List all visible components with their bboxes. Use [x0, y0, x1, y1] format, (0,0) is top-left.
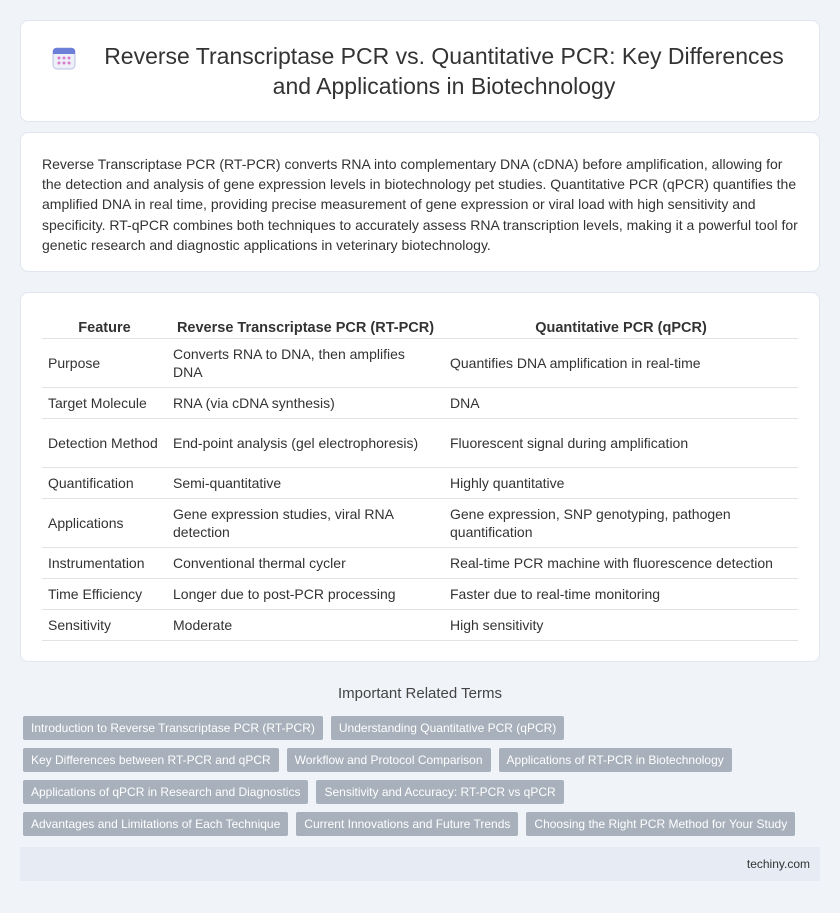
- table-row: [42, 547, 798, 578]
- footer: [20, 847, 820, 881]
- rt-pcr-cell: Longer due to post-PCR processing: [167, 578, 444, 609]
- footer-site-link[interactable]: techiny.com: [746, 857, 810, 871]
- feature-cell: Detection Method: [42, 418, 167, 467]
- qpcr-cell: Faster due to real-time monitoring: [444, 578, 798, 609]
- related-term-tag[interactable]: Applications of RT-PCR in Biotechnology: [499, 748, 732, 772]
- qpcr-cell: Fluorescent signal during amplification: [444, 418, 798, 467]
- table-row: [42, 418, 798, 467]
- table-row: [42, 498, 798, 547]
- feature-cell: Purpose: [42, 338, 167, 387]
- qpcr-cell: Real-time PCR machine with fluorescence detection: [444, 547, 798, 578]
- rt-pcr-cell: End-point analysis (gel electrophoresis): [167, 418, 444, 467]
- related-term-tag[interactable]: Workflow and Protocol Comparison: [287, 748, 491, 772]
- qpcr-cell: Highly quantitative: [444, 467, 798, 498]
- rt-pcr-cell: RNA (via cDNA synthesis): [167, 387, 444, 418]
- feature-cell: Instrumentation: [42, 547, 167, 578]
- table-header-row: [42, 313, 798, 338]
- qpcr-cell: DNA: [444, 387, 798, 418]
- page-title: Reverse Transcriptase PCR vs. Quantitative PCR: Key Differences and Applications in Biotechnology: [104, 43, 784, 99]
- related-term-tag[interactable]: Choosing the Right PCR Method for Your Study: [526, 812, 795, 836]
- comparison-table: [42, 313, 798, 641]
- feature-cell: Sensitivity: [42, 609, 167, 640]
- rt-pcr-cell: Conventional thermal cycler: [167, 547, 444, 578]
- related-term-tag[interactable]: Sensitivity and Accuracy: RT-PCR vs qPCR: [316, 780, 563, 804]
- intro-card: [20, 132, 820, 272]
- table-row: [42, 609, 798, 640]
- related-term-tag[interactable]: Applications of qPCR in Research and Diagnostics: [23, 780, 308, 804]
- qpcr-cell: Gene expression, SNP genotyping, pathogen quantification: [444, 498, 798, 547]
- table-row: [42, 338, 798, 387]
- comparison-table-card: [20, 292, 820, 662]
- feature-cell: Applications: [42, 498, 167, 547]
- table-row: [42, 467, 798, 498]
- related-term-tag[interactable]: Current Innovations and Future Trends: [296, 812, 518, 836]
- related-terms-tags: [20, 716, 820, 844]
- feature-cell: Quantification: [42, 467, 167, 498]
- header-card: [20, 20, 820, 122]
- table-row: [42, 578, 798, 609]
- header: [51, 41, 789, 101]
- calendar-icon: [51, 45, 77, 71]
- related-term-tag[interactable]: Understanding Quantitative PCR (qPCR): [331, 716, 564, 740]
- table-row: [42, 387, 798, 418]
- related-terms-title: Important Related Terms: [338, 685, 502, 702]
- rt-pcr-cell: Converts RNA to DNA, then amplifies DNA: [167, 338, 444, 387]
- rt-pcr-cell: Gene expression studies, viral RNA detection: [167, 498, 444, 547]
- column-header-feature: Feature: [42, 313, 167, 338]
- column-header-qpcr: Quantitative PCR (qPCR): [444, 313, 798, 338]
- feature-cell: Target Molecule: [42, 387, 167, 418]
- qpcr-cell: Quantifies DNA amplification in real-time: [444, 338, 798, 387]
- qpcr-cell: High sensitivity: [444, 609, 798, 640]
- related-term-tag[interactable]: Advantages and Limitations of Each Technique: [23, 812, 288, 836]
- column-header-rt-pcr: Reverse Transcriptase PCR (RT-PCR): [167, 313, 444, 338]
- rt-pcr-cell: Semi-quantitative: [167, 467, 444, 498]
- related-term-tag[interactable]: Introduction to Reverse Transcriptase PCR (RT-PCR): [23, 716, 323, 740]
- related-term-tag[interactable]: Key Differences between RT-PCR and qPCR: [23, 748, 279, 772]
- rt-pcr-cell: Moderate: [167, 609, 444, 640]
- feature-cell: Time Efficiency: [42, 578, 167, 609]
- intro-paragraph: Reverse Transcriptase PCR (RT-PCR) converts RNA into complementary DNA (cDNA) before amplification, allowing for the detection and analysis of gene expression levels in biotechnology pet studies. Quantitative PCR (qPCR) quantifies the amplified DNA in real time, providing precise measurement of gene expression or viral load with high sensitivity and specificity. RT-qPCR combines both techniques to accurately assess RNA transcription levels, making it a powerful tool for genetic research and diagnostic applications in veterinary biotechnology.: [42, 156, 798, 253]
